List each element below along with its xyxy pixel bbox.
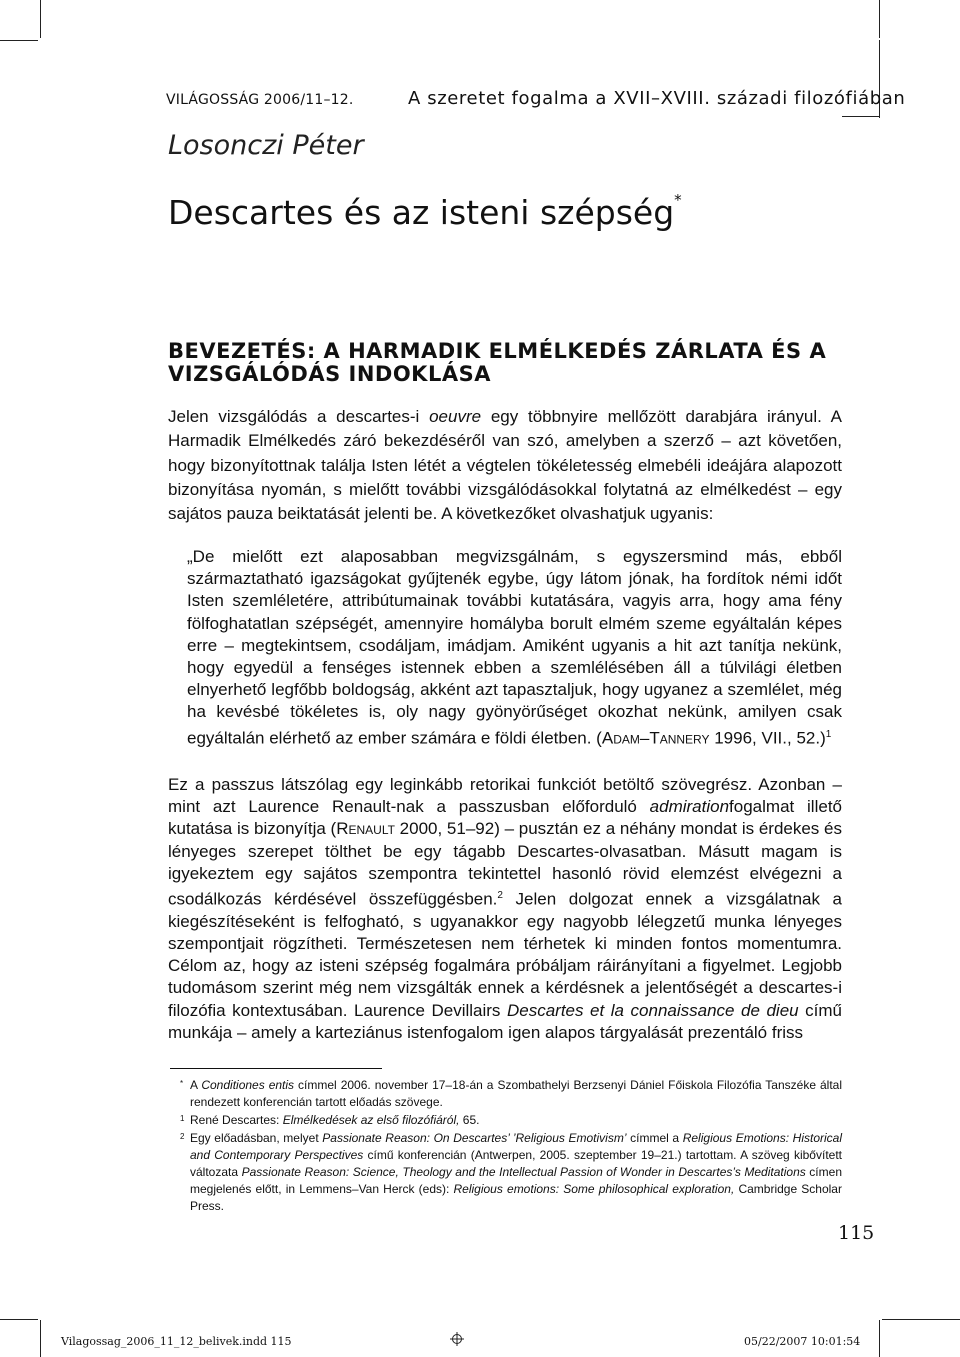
footnotes — [180, 1077, 843, 1216]
footnote-ref-1: 1 — [825, 728, 832, 740]
footnote-text: címen megjelenés előtt, in Lemmens–Van Herck (eds): — [190, 1165, 842, 1196]
quote-citation: 1996, VII., 52.) — [709, 728, 826, 748]
footnote-text: A — [190, 1078, 202, 1092]
body-paragraph — [168, 774, 842, 1044]
footnote-italic: Elmélkedések az első filozófiáról, — [282, 1113, 460, 1127]
intro-text: egy többnyire mellőzött darabjára irányul. A Harmadik Elmélkedés záró bekezdéséről van szó, amelyben a szerző – azt követően, hogy bizonyítottnak találja Isten létét a végtelen tökéletesség elmebéli ideájára alapozott bizonyítása nyomán, s mielőtt további vizsgálódásokkal folytatná az elmélkedést – egy sajátos pauza beiktatását jelenti be. A következőket olvashatjuk ugyanis: — [168, 407, 842, 524]
crop-mark — [40, 1320, 41, 1357]
body-text: című munkája – amely a karteziánus istenfogalom igen alapos tárgyalását prezentáló friss — [168, 1000, 843, 1042]
footnote-mark: * — [180, 1079, 184, 1088]
intro-paragraph — [168, 405, 842, 526]
quote-text: „De mielőtt ezt alaposabban megvizsgálnám, s egyszersmind más, ebből származtatható igazságokat gyűjtenék egybe, úgy látom jónak, ha fordítok némi időt Isten szemléletére, attribútumainak további kutatására, vagyis arra, hogy ama fény fölfoghatatlan szépségét, amennyire homályba borult elmém szeme egyáltalán képes erre – megtekintsem, csodáljam, imádjam. Amiként ugyanis a hit azt tanítja nekünk, hogy egyedül a fenséges istennek ebben a szemlélésében áll a túlvilági életben elnyerhető legfőbb boldogság, akként azt tapasztaljuk, hogy ugyanez a szemlélet, még ha kevésbé tökéletes is, oly nagy gyönyörűséget okozhat nekünk, amilyen csak egyáltalán elérhető az ember számára e földi életben. ( — [187, 547, 842, 748]
slug-timestamp: 05/22/2007 10:01:54 — [744, 1335, 861, 1348]
running-head-section: A szeretet fogalma a XVII–XVIII. századi filozófiában — [408, 88, 906, 109]
footnote-star — [180, 1077, 842, 1111]
crop-mark — [0, 1319, 38, 1320]
registration-mark — [450, 1332, 464, 1346]
footnote-italic: Religious Emotions: Historical and Contemporary Perspectives — [190, 1131, 843, 1162]
intro-text: Jelen vizsgálódás a descartes-i — [168, 407, 430, 426]
footnote-italic: Conditiones entis — [201, 1078, 295, 1092]
body-text: fogalmat illető kutatása is bizonyítja ( — [168, 797, 842, 839]
footnote-italic: Passionate Reason: Science, Theology and the Intellectual Passion of Wonder in Descartes’s Meditations — [241, 1165, 806, 1179]
page-number: 115 — [838, 1222, 875, 1244]
body-text: Ez a passzus látszólag egy leginkább retorikai funkciót betöltő szövegrész. Azonban – mint azt Laurence Renault-nak a passzusban előforduló — [168, 775, 842, 817]
footnote-text: René Descartes: — [190, 1113, 283, 1127]
footnote-text: című konferencián (Antwerpen, 2005. szeptember 19–21.) tartottam. A szöveg kibővített változata — [190, 1148, 842, 1179]
footnote-divider — [170, 1068, 382, 1069]
footnote-mark: 2 — [180, 1132, 185, 1141]
block-quote — [187, 546, 842, 749]
footnote-text: Cambridge Scholar Press. — [190, 1182, 842, 1213]
body-italic: Descartes et la connaissance de dieu — [506, 1000, 799, 1020]
footnote-text: Egy előadásban, melyet — [190, 1131, 323, 1145]
body-italic: admiration — [649, 797, 730, 817]
crop-mark — [882, 1319, 960, 1320]
crop-mark — [842, 116, 880, 117]
footnote-text: címmel 2006. november 17–18-án a Szombathelyi Berzsenyi Dániel Főiskola Filozófia Tanszéke által rendezett konferencián tartott előadás szövege. — [190, 1078, 842, 1109]
title-footnote-mark: * — [674, 191, 682, 209]
footnote-text: címmel a — [626, 1131, 683, 1145]
footnote-italic: Passionate Reason: On Descartes’ ’Religious Emotivism’ — [322, 1131, 627, 1145]
footnote-1 — [180, 1112, 842, 1129]
crop-mark — [879, 0, 880, 38]
footnote-italic: Religious emotions: Some philosophical exploration, — [453, 1182, 735, 1196]
author-name: Losonczi Péter — [168, 130, 364, 161]
crop-mark — [40, 0, 41, 38]
body-text: 2000, 51–92) – pusztán ez a néhány mondat is érdekes és lényeges szerepet tölthet be egy tágabb Descartes-olvasatban. Másutt magam is igyekeztem egy sajátos szempontra tekintettel hasonló rövid elemzést elvégezni a csodálkozás kérdésével összefüggésben. — [168, 819, 842, 909]
article-title — [168, 193, 682, 232]
running-head-journal: VILÁGOSSÁG 2006/11–12. — [166, 92, 354, 108]
footnote-ref-2: 2 — [497, 890, 503, 902]
title-text: Descartes és az isteni szépség — [168, 193, 675, 232]
quote-citation-authors: Adam–Tannery — [601, 728, 710, 748]
footnote-text: 65. — [459, 1113, 480, 1127]
slug-filename: Vilagossag_2006_11_12_belivek.indd 115 — [61, 1335, 292, 1348]
footnote-mark: 1 — [180, 1114, 185, 1123]
intro-italic: oeuvre — [429, 407, 482, 426]
body-text: Jelen dolgozat ennek a vizsgálatnak a kiegészítéseként is felfogható, s ugyanakkor egy nagyobb lélegzetű munka lényeges szempontjait rögzítheti. Természetesen nem térhetek ki minden fontos momentumra. Célom az, hogy az isteni szépség fogalmára próbáljam ráirányítani a figyelmet. Legjobb tudomásom szerint még nem vizsgálták ennek a kérdésnek a jelentőségét a descartes-i filozófia kontextusában. Laurence Devillairs — [168, 889, 843, 1020]
footnote-2 — [180, 1130, 843, 1215]
body-citation-author: Renault — [336, 819, 395, 839]
crop-mark — [0, 40, 38, 41]
crop-mark — [879, 1320, 880, 1357]
section-heading: BEVEZETÉS: A HARMADIK ELMÉLKEDÉS ZÁRLATA ÉS A VIZSGÁLÓDÁS INDOKLÁSA — [168, 339, 827, 386]
